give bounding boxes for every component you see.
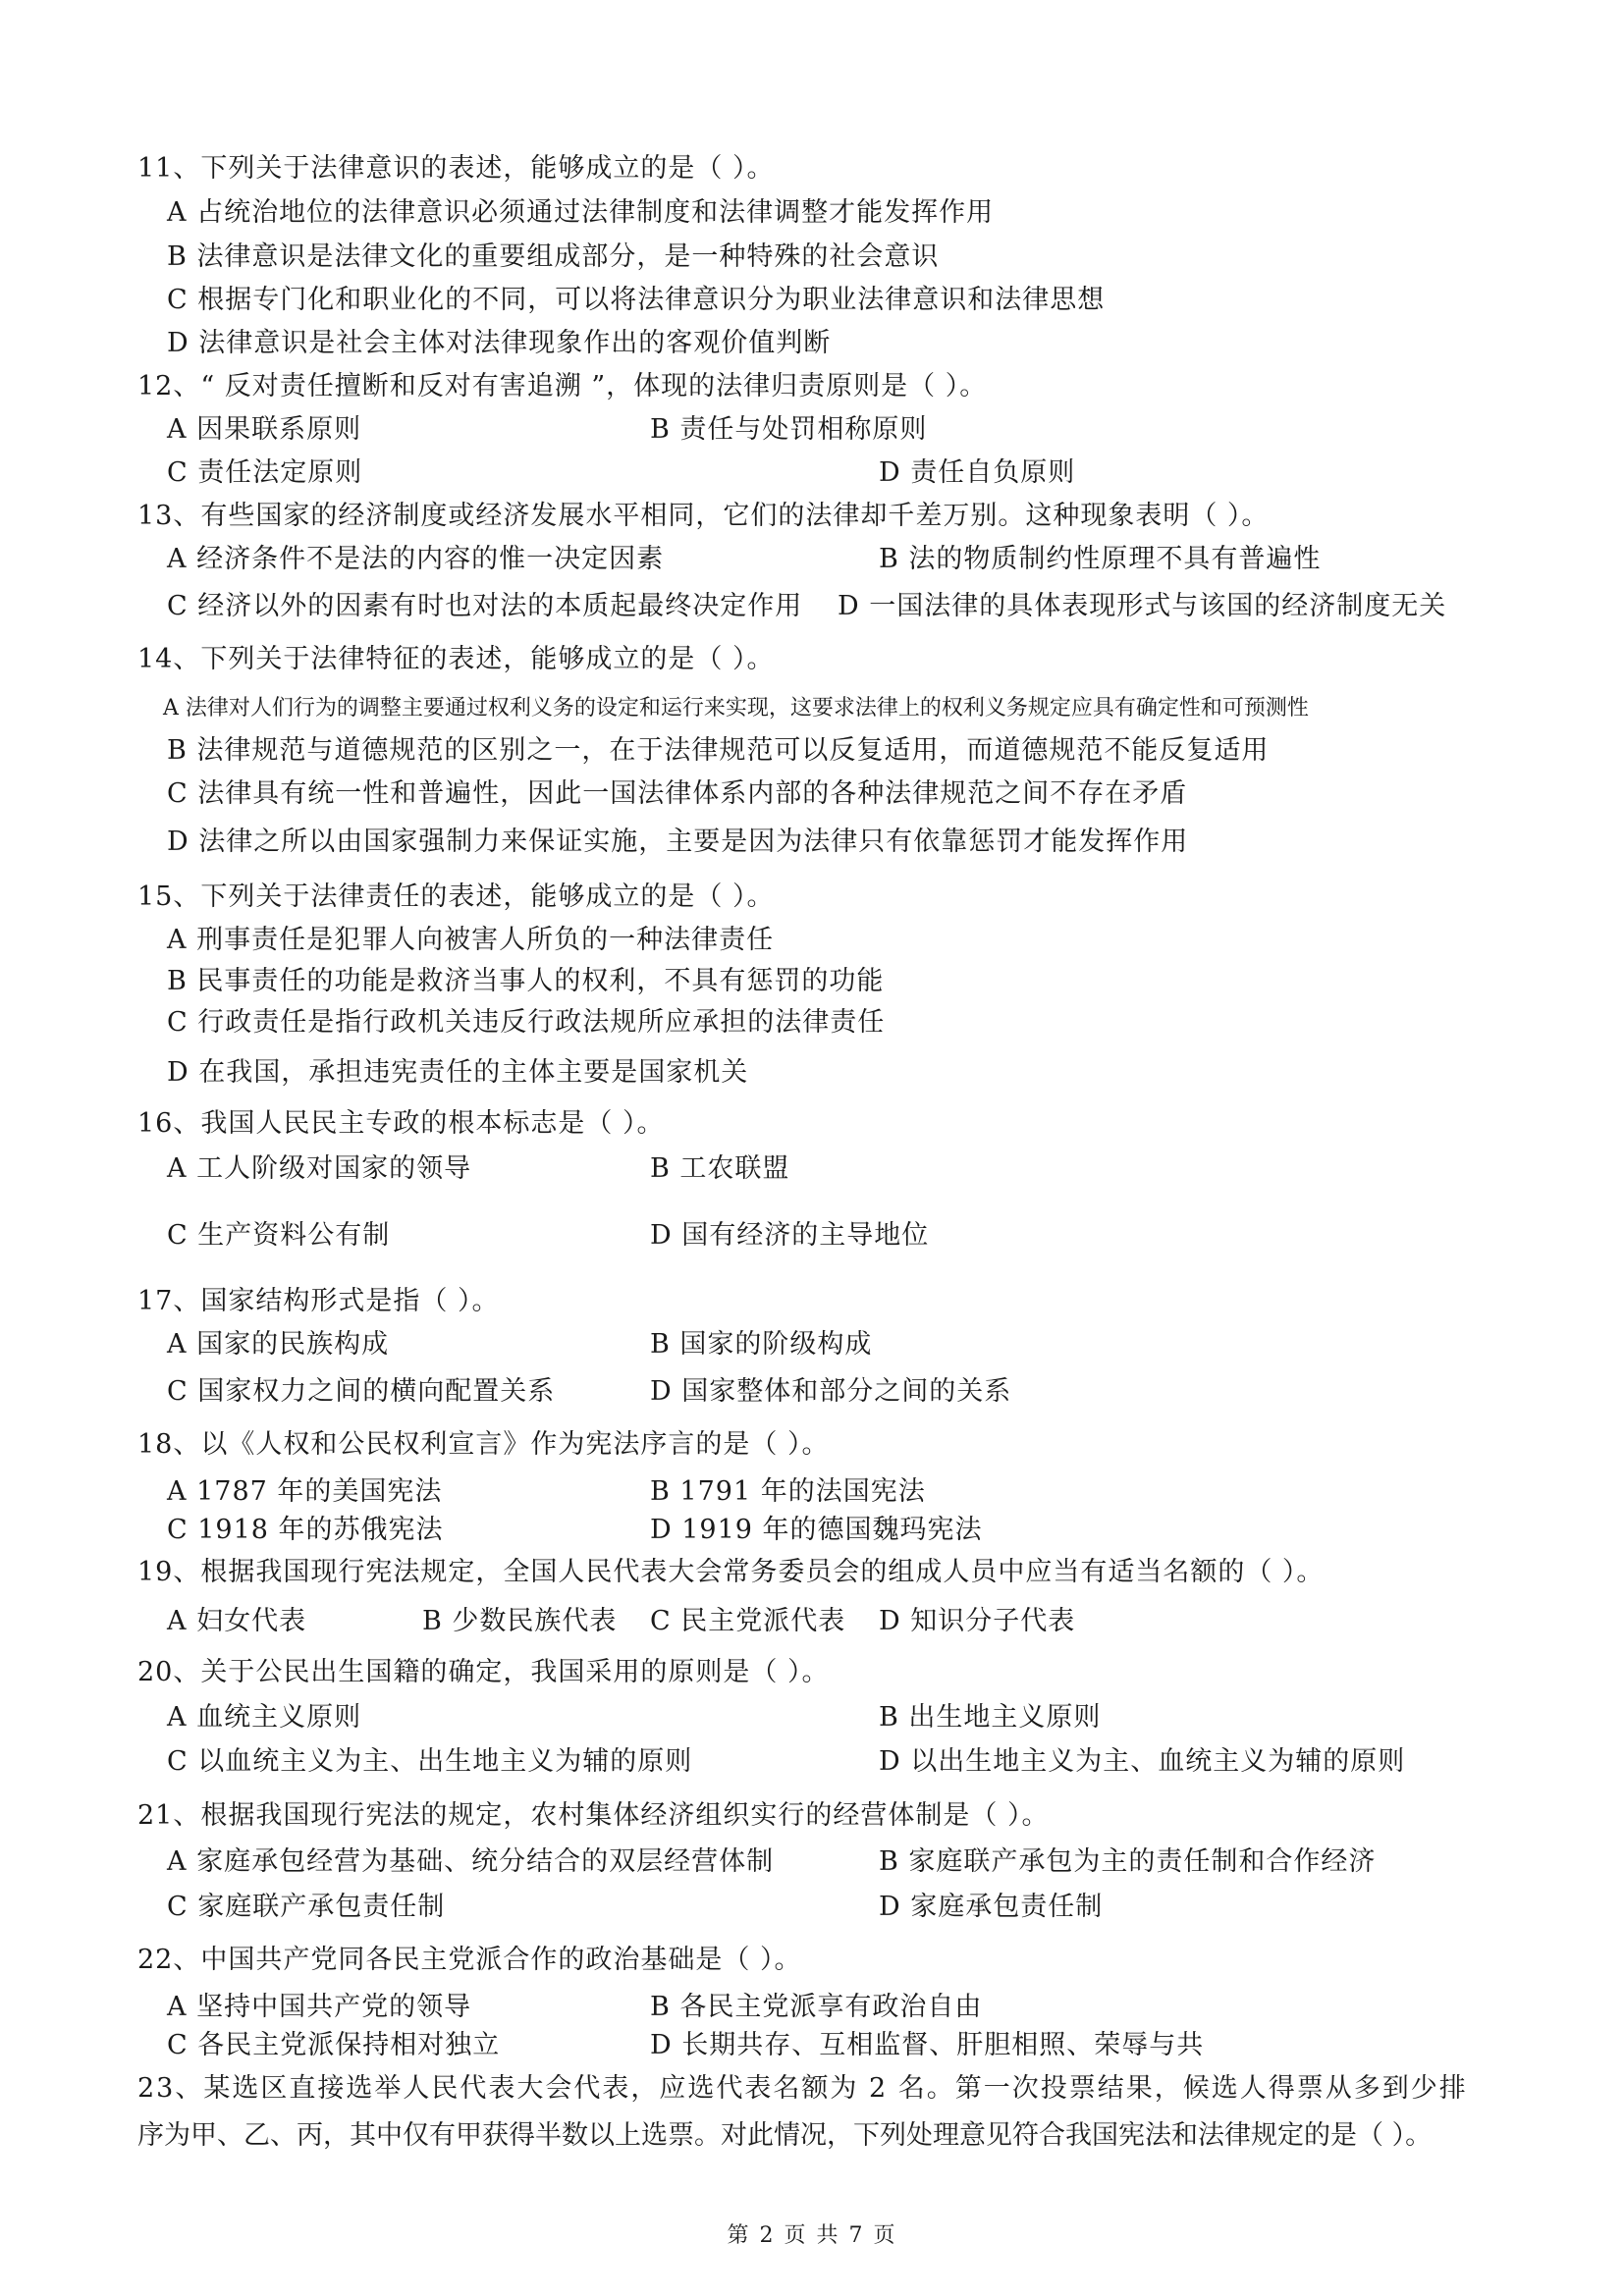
question-19-option-d: D 知识分子代表 — [879, 1606, 1076, 1636]
question-22-stem: 22、中国共产党同各民主党派合作的政治基础是（ ）。 — [137, 1945, 802, 1975]
question-19-option-b: B 少数民族代表 — [422, 1606, 618, 1636]
question-18-option-d: D 1919 年的德国魏玛宪法 — [650, 1515, 983, 1545]
question-17-option-a: A 国家的民族构成 — [167, 1329, 390, 1360]
question-16-option-c: C 生产资料公有制 — [167, 1220, 391, 1251]
question-21-option-d: D 家庭承包责任制 — [879, 1892, 1104, 1922]
question-14-option-d: D 法律之所以由国家强制力来保证实施，主要是因为法律只有依靠惩罚才能发挥作用 — [167, 827, 1189, 857]
question-15-stem: 15、下列关于法律责任的表述，能够成立的是（ ）。 — [137, 881, 775, 912]
question-20-stem: 20、关于公民出生国籍的确定，我国采用的原则是（ ）。 — [137, 1657, 830, 1687]
page-number: 第 2 页 共 7 页 — [727, 2223, 897, 2248]
question-15-option-d: D 在我国，承担违宪责任的主体主要是国家机关 — [167, 1057, 749, 1088]
question-21-option-c: C 家庭联产承包责任制 — [167, 1892, 446, 1922]
question-12-option-d: D 责任自负原则 — [879, 457, 1076, 488]
question-13-stem: 13、有些国家的经济制度或经济发展水平相同，它们的法律却千差万别。这种现象表明（ ）。 — [137, 501, 1270, 531]
question-12-option-a: A 因果联系原则 — [167, 414, 362, 445]
question-22-option-b: B 各民主党派享有政治自由 — [650, 1992, 983, 2022]
question-17-option-b: B 国家的阶级构成 — [650, 1329, 873, 1360]
question-14-option-b: B 法律规范与道德规范的区别之一，在于法律规范可以反复适用，而道德规范不能反复适用 — [167, 735, 1270, 766]
question-19-stem: 19、根据我国现行宪法规定，全国人民代表大会常务委员会的组成人员中应当有适当名额的（ ）。 — [137, 1557, 1325, 1587]
question-14-stem: 14、下列关于法律特征的表述，能够成立的是（ ）。 — [137, 644, 775, 674]
question-11-option-a: A 占统治地位的法律意识必须通过法律制度和法律调整才能发挥作用 — [167, 197, 995, 228]
question-11-option-b: B 法律意识是法律文化的重要组成部分，是一种特殊的社会意识 — [167, 241, 940, 272]
question-23-stem-line-1: 23、某选区直接选举人民代表大会代表，应选代表名额为 2 名。第一次投票结果，候选人得票从多到少排 — [137, 2073, 1468, 2104]
question-18-stem: 18、以《人权和公民权利宣言》作为宪法序言的是（ ）。 — [137, 1429, 830, 1460]
question-22-option-c: C 各民主党派保持相对独立 — [167, 2030, 501, 2060]
question-21-option-b: B 家庭联产承包为主的责任制和合作经济 — [879, 1846, 1377, 1877]
question-20-option-a: A 血统主义原则 — [167, 1702, 362, 1733]
question-21-option-a: A 家庭承包经营为基础、统分结合的双层经营体制 — [167, 1846, 775, 1877]
question-12-stem: 12、“ 反对责任擅断和反对有害追溯 ”，体现的法律归责原则是（ ）。 — [137, 371, 988, 401]
question-18-option-c: C 1918 年的苏俄宪法 — [167, 1515, 444, 1545]
question-16-option-b: B 工农联盟 — [650, 1153, 790, 1184]
question-17-stem: 17、国家结构形式是指（ ）。 — [137, 1286, 500, 1316]
question-13-option-d: D 一国法律的具体表现形式与该国的经济制度无关 — [838, 591, 1447, 621]
question-19-option-c: C 民主党派代表 — [650, 1606, 846, 1636]
question-17-option-d: D 国家整体和部分之间的关系 — [650, 1376, 1012, 1407]
question-20-option-b: B 出生地主义原则 — [879, 1702, 1102, 1733]
question-16-option-a: A 工人阶级对国家的领导 — [167, 1153, 472, 1184]
question-23-stem-line-2: 序为甲、乙、丙，其中仅有甲获得半数以上选票。对此情况，下列处理意见符合我国宪法和法律规定的是（ ）。 — [137, 2120, 1433, 2151]
question-15-option-b: B 民事责任的功能是救济当事人的权利，不具有惩罚的功能 — [167, 966, 885, 996]
question-20-option-d: D 以出生地主义为主、血统主义为辅的原则 — [879, 1746, 1406, 1777]
question-13-option-a: A 经济条件不是法的内容的惟一决定因素 — [167, 544, 665, 574]
question-16-option-d: D 国有经济的主导地位 — [650, 1220, 930, 1251]
question-15-option-a: A 刑事责任是犯罪人向被害人所负的一种法律责任 — [167, 925, 775, 955]
question-18-option-b: B 1791 年的法国宪法 — [650, 1476, 926, 1507]
question-18-option-a: A 1787 年的美国宪法 — [167, 1476, 443, 1507]
question-21-stem: 21、根据我国现行宪法的规定，农村集体经济组织实行的经营体制是（ ）。 — [137, 1800, 1050, 1831]
question-11-option-d: D 法律意识是社会主体对法律现象作出的客观价值判断 — [167, 328, 832, 358]
question-14-option-c: C 法律具有统一性和普遍性，因此一国法律体系内部的各种法律规范之间不存在矛盾 — [167, 778, 1188, 809]
question-19-option-a: A 妇女代表 — [167, 1606, 307, 1636]
question-13-option-b: B 法的物质制约性原理不具有普遍性 — [879, 544, 1322, 574]
question-22-option-a: A 坚持中国共产党的领导 — [167, 1992, 472, 2022]
question-11-option-c: C 根据专门化和职业化的不同，可以将法律意识分为职业法律意识和法律思想 — [167, 285, 1106, 315]
question-12-option-c: C 责任法定原则 — [167, 457, 363, 488]
question-20-option-c: C 以血统主义为主、出生地主义为辅的原则 — [167, 1746, 693, 1777]
question-11-stem: 11、下列关于法律意识的表述，能够成立的是（ ）。 — [137, 153, 775, 184]
question-14-option-a: A 法律对人们行为的调整主要通过权利义务的设定和运行来实现，这要求法律上的权利义务规定应具有确定性和可预测性 — [163, 696, 1309, 721]
question-13-option-c: C 经济以外的因素有时也对法的本质起最终决定作用 — [167, 591, 803, 621]
question-12-option-b: B 责任与处罚相称原则 — [650, 414, 928, 445]
question-17-option-c: C 国家权力之间的横向配置关系 — [167, 1376, 556, 1407]
question-16-stem: 16、我国人民民主专政的根本标志是（ ）。 — [137, 1108, 665, 1139]
question-22-option-d: D 长期共存、互相监督、肝胆相照、荣辱与共 — [650, 2030, 1205, 2060]
question-15-option-c: C 行政责任是指行政机关违反行政法规所应承担的法律责任 — [167, 1007, 886, 1038]
